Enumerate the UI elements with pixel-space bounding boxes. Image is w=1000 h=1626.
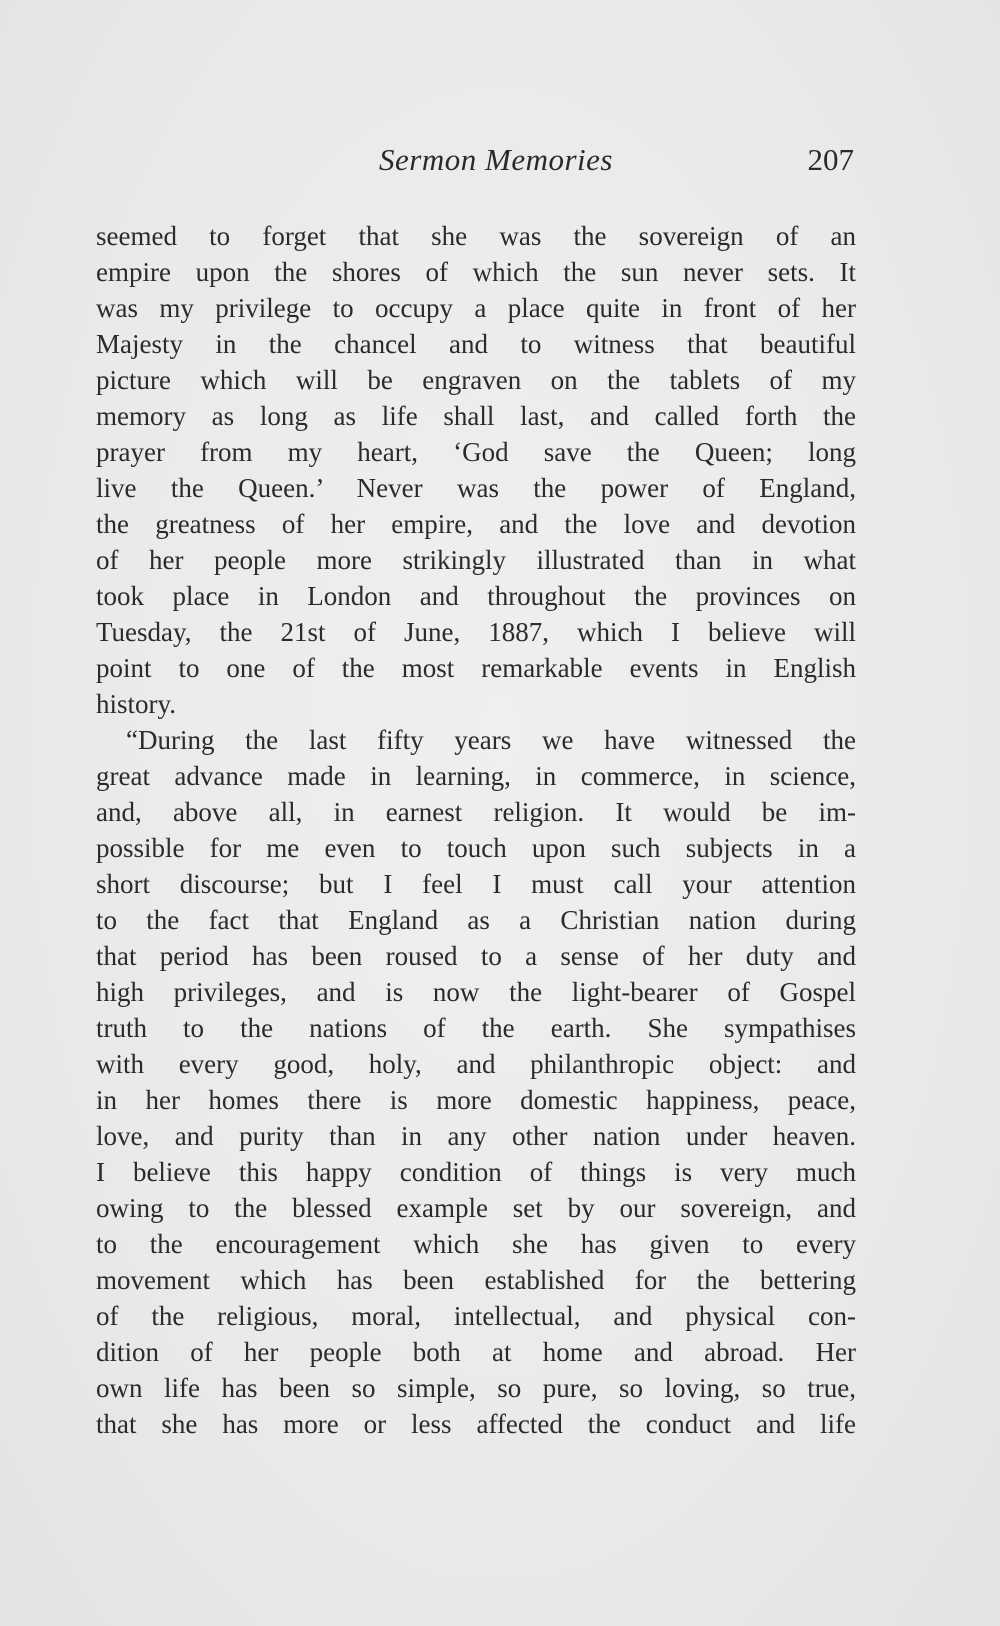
text-line: dition of her people both at home and abroad. Her (96, 1337, 856, 1367)
text-line: history. (96, 689, 176, 719)
text-line: “During the last fifty years we have witnessed the (126, 725, 856, 755)
page-number: 207 (807, 142, 854, 177)
text-line: that period has been roused to a sense of her duty and (96, 941, 856, 971)
text-line: and, above all, in earnest religion. It would be im- (96, 797, 856, 827)
paragraph (96, 722, 856, 1442)
text-line: live the Queen.’ Never was the power of England, (96, 473, 856, 503)
text-line: picture which will be engraven on the tablets of my (96, 365, 856, 395)
text-line: with every good, holy, and philanthropic object: and (96, 1049, 856, 1079)
running-head (96, 142, 856, 192)
text-line: truth to the nations of the earth. She sympathises (96, 1013, 856, 1043)
text-line: own life has been so simple, so pure, so loving, so true, (96, 1373, 856, 1403)
text-line: possible for me even to touch upon such subjects in a (96, 833, 856, 863)
body-text (96, 218, 856, 1442)
text-line: to the fact that England as a Christian nation during (96, 905, 856, 935)
bottom-margin (0, 1506, 1000, 1626)
text-line: to the encouragement which she has given to every (96, 1229, 856, 1259)
text-line: the greatness of her empire, and the love and devotion (96, 509, 856, 539)
text-line: high privileges, and is now the light-bearer of Gospel (96, 977, 856, 1007)
text-line: point to one of the most remarkable events in English (96, 653, 856, 683)
text-line: prayer from my heart, ‘God save the Queen; long (96, 437, 856, 467)
text-line: of the religious, moral, intellectual, and physical con- (96, 1301, 856, 1331)
text-line: was my privilege to occupy a place quite in front of her (96, 293, 856, 323)
text-line: memory as long as life shall last, and called forth the (96, 401, 856, 431)
running-title: Sermon Memories (379, 142, 613, 177)
text-line: Majesty in the chancel and to witness that beautiful (96, 329, 856, 359)
text-line: owing to the blessed example set by our sovereign, and (96, 1193, 856, 1223)
text-line: of her people more strikingly illustrated than in what (96, 545, 856, 575)
text-line: movement which has been established for the bettering (96, 1265, 856, 1295)
text-line: I believe this happy condition of things is very much (96, 1157, 856, 1187)
text-line: seemed to forget that she was the sovereign of an (96, 221, 856, 251)
text-line: took place in London and throughout the provinces on (96, 581, 856, 611)
text-line: Tuesday, the 21st of June, 1887, which I believe will (96, 617, 856, 647)
paragraph (96, 218, 856, 722)
text-line: in her homes there is more domestic happiness, peace, (96, 1085, 856, 1115)
text-line: that she has more or less affected the conduct and life (96, 1409, 856, 1439)
text-line: empire upon the shores of which the sun never sets. It (96, 257, 856, 287)
text-line: short discourse; but I feel I must call your attention (96, 869, 856, 899)
text-line: great advance made in learning, in commerce, in science, (96, 761, 856, 791)
text-line: love, and purity than in any other nation under heaven. (96, 1121, 856, 1151)
